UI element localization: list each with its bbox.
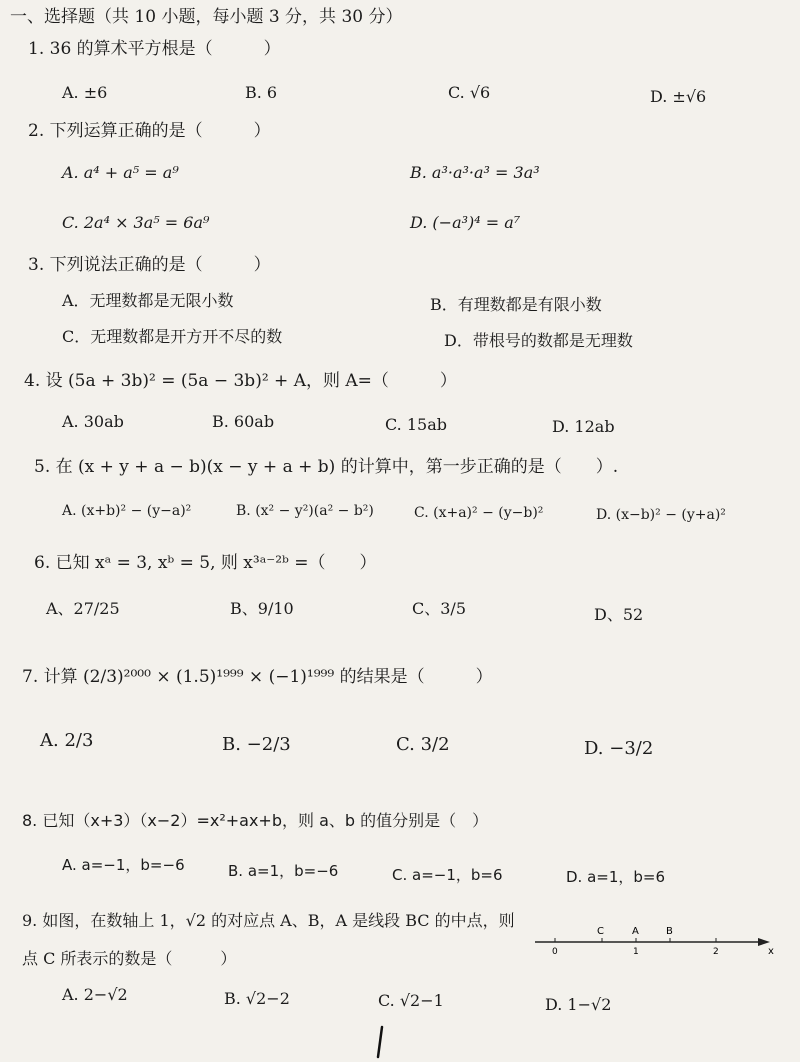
q3-option-d: D．带根号的数都是无理数	[444, 331, 633, 350]
tick-label-1: 1	[633, 947, 639, 957]
q2-option-c: C. 2a⁴ × 3a⁵ = 6a⁹	[62, 213, 210, 232]
pen-mark	[370, 1025, 390, 1060]
section-header: 一、选择题（共 10 小题，每小题 3 分，共 30 分）	[10, 7, 403, 27]
q6-option-d: D、52	[594, 605, 644, 624]
number-line-diagram	[530, 920, 780, 970]
q2-option-d: D. (−a³)⁴ = a⁷	[410, 213, 521, 232]
q2-option-b: B. a³·a³·a³ = 3a³	[410, 163, 540, 182]
number-line-arrow-icon	[758, 938, 770, 946]
tick-label-0: 0	[552, 947, 558, 957]
q3-option-a: A．无理数都是无限小数	[62, 291, 234, 310]
q6-option-c: C、3/5	[412, 599, 466, 618]
q7-option-c: C. 3/2	[396, 734, 450, 755]
q2-stem: 2. 下列运算正确的是（ ）	[28, 121, 271, 141]
q7-option-a: A. 2/3	[40, 730, 94, 751]
q5-option-b: B. (x² − y²)(a² − b²)	[236, 503, 374, 519]
q9-stem: 9. 如图，在数轴上 1，√2 的对应点 A、B，A 是线段 BC 的中点，则点 C 所表示的数是（ ）	[22, 911, 515, 968]
q8-option-a: A. a=−1，b=−6	[62, 856, 185, 874]
q6-stem: 6. 已知 xᵃ = 3, xᵇ = 5, 则 x³ᵃ⁻²ᵇ =（ ）	[34, 553, 377, 573]
q5-option-c: C. (x+a)² − (y−b)²	[414, 505, 544, 521]
point-a-label: A	[632, 926, 639, 937]
tick-label-2: 2	[713, 947, 719, 957]
q1-option-d: D. ±√6	[650, 87, 707, 106]
q1-option-b: B. 6	[245, 83, 278, 102]
q5-option-a: A. (x+b)² − (y−a)²	[62, 503, 192, 519]
q2-option-a: A. a⁴ + a⁵ = a⁹	[62, 163, 179, 182]
point-b-label: B	[666, 926, 673, 937]
q8-option-c: C. a=−1，b=6	[392, 866, 503, 884]
q8-option-d: D. a=1，b=6	[566, 868, 666, 886]
q7-option-b: B. −2/3	[222, 734, 291, 755]
q1-option-c: C. √6	[448, 83, 491, 102]
q3-option-c: C．无理数都是开方开不尽的数	[62, 327, 283, 346]
q4-option-d: D. 12ab	[552, 417, 615, 436]
q6-option-b: B、9/10	[230, 599, 294, 618]
q5-stem: 5. 在 (x + y + a − b)(x − y + a + b) 的计算中，第一步正确的是（ ）.	[34, 457, 619, 477]
q4-option-a: A. 30ab	[62, 412, 124, 431]
q4-option-c: C. 15ab	[385, 415, 447, 434]
q8-stem: 8. 已知（x+3）（x−2）=x²+ax+b，则 a、b 的值分别是（ ）	[22, 811, 489, 830]
q6-option-a: A、27/25	[46, 599, 120, 618]
q7-option-d: D. −3/2	[584, 738, 654, 759]
q9-option-d: D. 1−√2	[545, 995, 612, 1014]
q7-stem: 7. 计算 (2/3)²⁰⁰⁰ × (1.5)¹⁹⁹⁹ × (−1)¹⁹⁹⁹ 的结果是（ ）	[22, 667, 493, 687]
q4-stem: 4. 设 (5a + 3b)² = (5a − 3b)² + A，则 A=（ ）	[24, 371, 457, 391]
q8-option-b: B. a=1，b=−6	[228, 862, 339, 880]
q9-option-a: A. 2−√2	[62, 985, 128, 1004]
point-c-label: C	[597, 926, 604, 937]
q5-option-d: D. (x−b)² − (y+a)²	[596, 507, 726, 523]
q3-stem: 3. 下列说法正确的是（ ）	[28, 255, 271, 275]
q1-stem: 1. 36 的算术平方根是（ ）	[28, 39, 281, 59]
q4-option-b: B. 60ab	[212, 412, 275, 431]
q3-option-b: B．有理数都是有限小数	[430, 295, 602, 314]
axis-label-x: x	[768, 946, 774, 957]
q1-option-a: A. ±6	[62, 83, 108, 102]
q9-option-b: B. √2−2	[224, 989, 290, 1008]
q9-option-c: C. √2−1	[378, 991, 444, 1010]
